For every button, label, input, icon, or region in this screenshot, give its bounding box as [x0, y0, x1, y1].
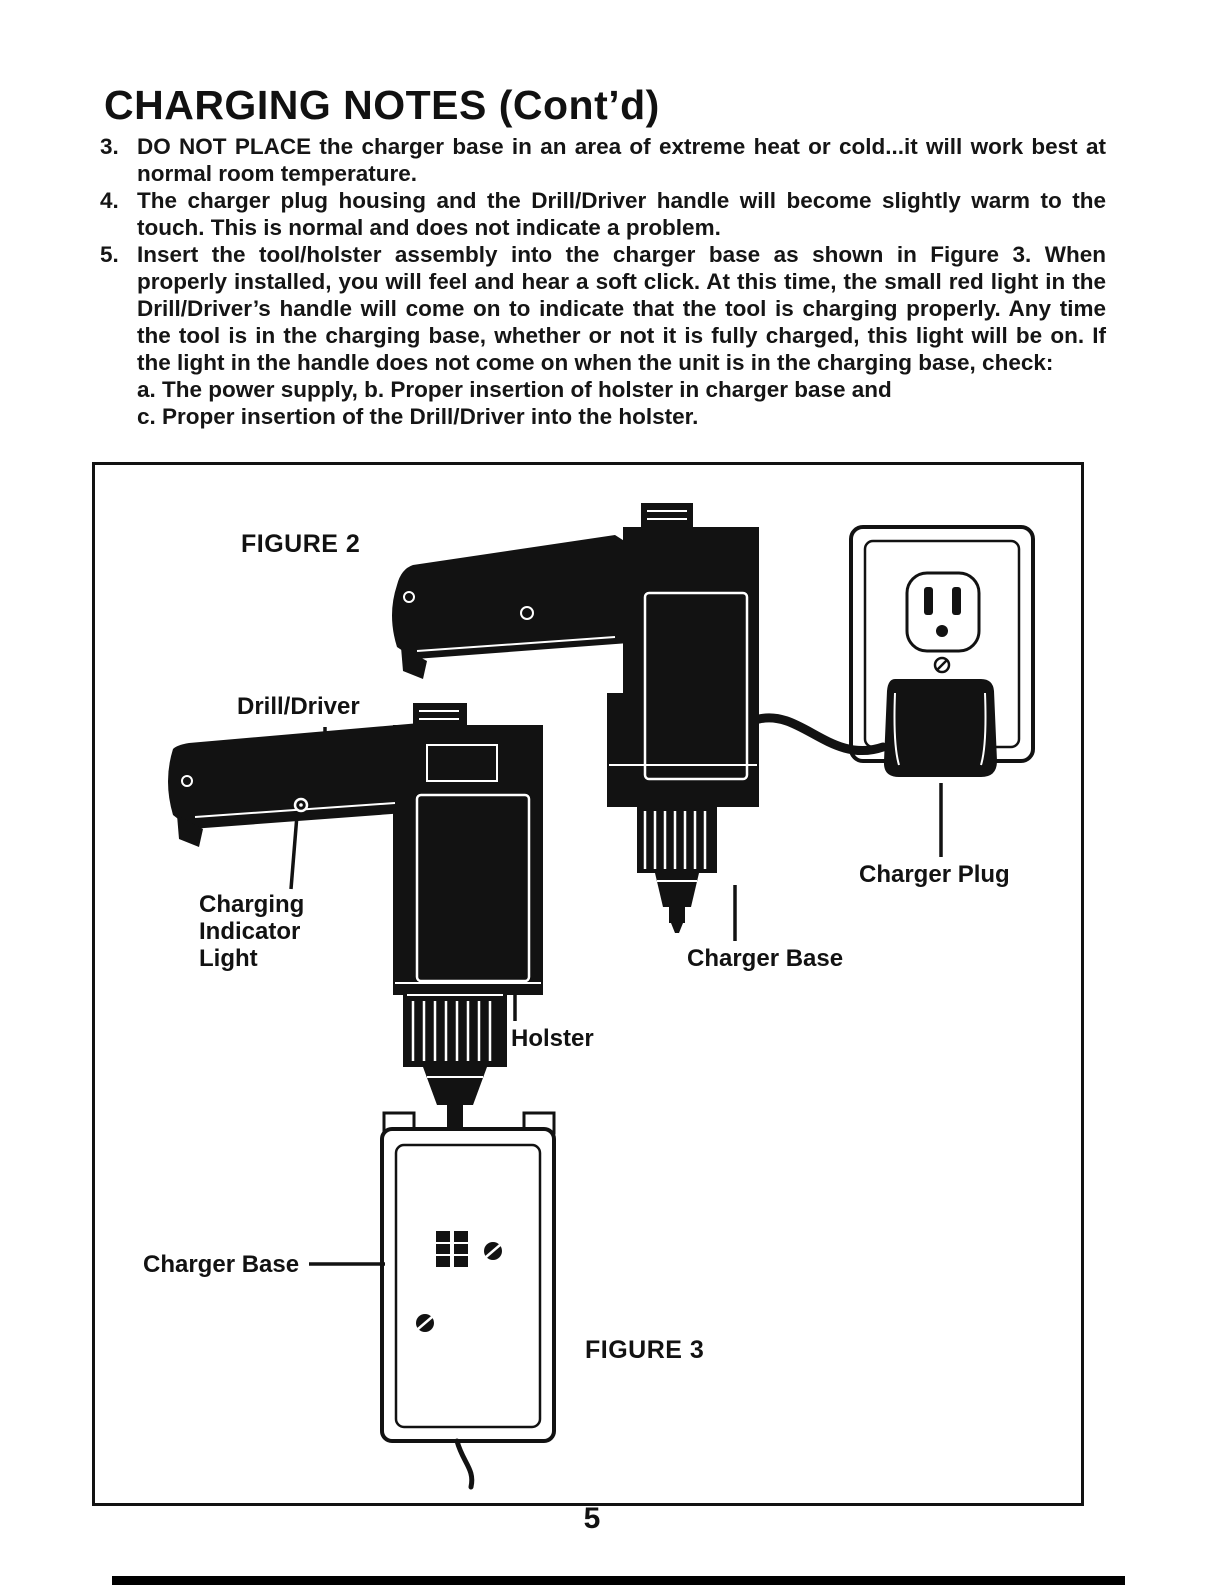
note-item-5 — [100, 241, 1106, 376]
figure3-caption: FIGURE 3 — [585, 1336, 705, 1364]
holster-label: Holster — [511, 1025, 594, 1052]
drill-driver-label: Drill/Driver — [237, 693, 360, 720]
note-subline-ab — [100, 376, 1106, 403]
sub-label-c: c. — [137, 404, 156, 429]
note-text-4: The charger plug housing and the Drill/Driver handle will become slightly warm to the touch. This is normal and does not indicate a problem. — [137, 188, 1106, 240]
note-subline-c — [100, 403, 1106, 430]
note-text-5-post: . When properly installed, you will feel and hear a soft click. At this time, the small red light in the Drill/Driver’s handle will come on to indicate that the tool is charging properly. Any time the tool is in the charging base, whether or not it is fully charged, this light will be on. If the light in the handle does not come on when the unit is in the charging base, check: — [137, 242, 1106, 375]
sub-text-c: Proper insertion of the Drill/Driver into the holster. — [162, 404, 699, 429]
charging-indicator-pointer-line — [291, 815, 297, 889]
charger-plug-icon — [884, 679, 997, 777]
note-item-4 — [100, 187, 1106, 241]
figure2-caption: FIGURE 2 — [241, 530, 361, 558]
sub-text-a: The power supply, — [162, 377, 358, 402]
note-item-3 — [100, 133, 1106, 187]
sub-label-a: a. — [137, 377, 156, 402]
figure-box — [92, 462, 1084, 1506]
note-number-5: 5. — [100, 242, 119, 267]
bottom-scan-bar — [112, 1576, 1125, 1585]
sub-text-b: Proper insertion of holster in charger base and — [390, 377, 892, 402]
note-text-3: DO NOT PLACE the charger base in an area of extreme heat or cold...it will work best at normal room temperature. — [137, 134, 1106, 186]
charger-plug-label: Charger Plug — [859, 861, 1010, 888]
charger-base-label-figure3: Charger Base — [143, 1251, 300, 1278]
page-title: CHARGING NOTES (Cont’d) — [104, 82, 660, 128]
sub-label-b: b. — [364, 377, 385, 402]
charger-base-figure3-icon — [382, 1113, 554, 1487]
page-number: 5 — [583, 1502, 601, 1535]
charging-indicator-light-label: Charging Indicator Light — [199, 891, 305, 972]
note-number-3: 3. — [100, 134, 119, 159]
note-number-4: 4. — [100, 188, 119, 213]
figure3-reference: Figure 3 — [930, 242, 1026, 267]
charging-notes-list — [100, 133, 1106, 430]
note-text-5-pre: Insert the tool/holster assembly into the charger base as shown in — [137, 242, 931, 267]
charger-base-label-figure2: Charger Base — [687, 945, 844, 972]
